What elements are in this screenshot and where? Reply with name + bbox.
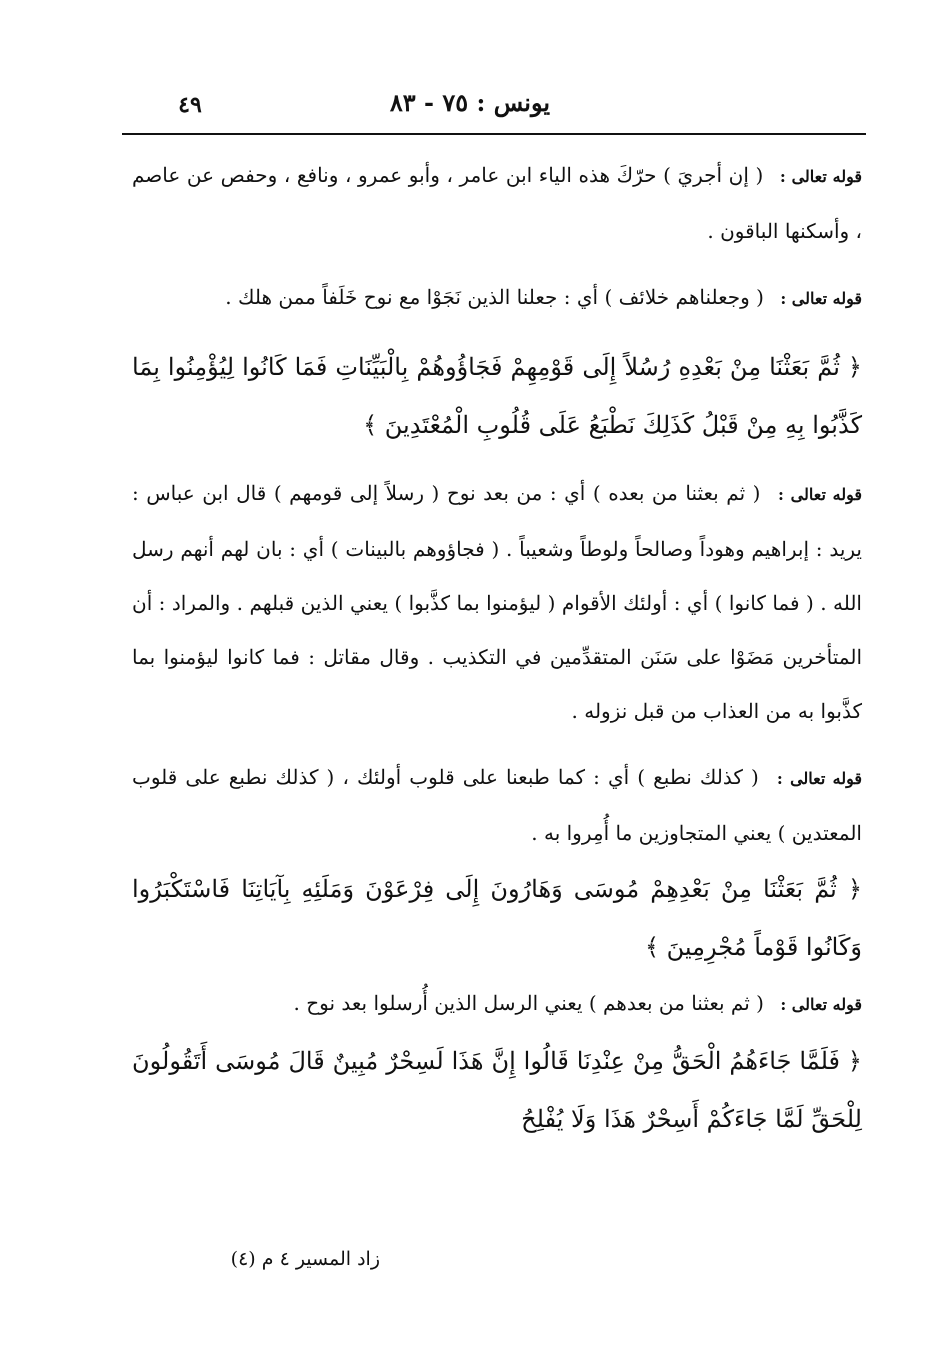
- body-text: [132, 148, 862, 1148]
- running-header-title: يونس : ٧٥ - ٨٣: [389, 88, 551, 117]
- commentary-paragraph: [132, 270, 862, 326]
- commentary-text: ( كذلك نطبع ) أي : كما طبعنا على قلوب أولئك ، ( كذلك نطبع على قلوب المعتدين ) يعني المتجاوزين ما أُمِروا به .: [132, 765, 862, 845]
- commentary-lead: قوله تعالى :: [779, 167, 863, 186]
- quran-verse: ﴿ ثُمَّ بَعَثْنَا مِنْ بَعْدِهِ رُسُلاً إِلَى قَوْمِهِمْ فَجَاؤُوهُمْ بِالْبَيِّنَاتِ فَمَا كَانُوا لِيُؤْمِنُوا بِمَا كَذَّبُوا بِهِ مِنْ قَبْلُ كَذَلِكَ نَطْبَعُ عَلَى قُلُوبِ الْمُعْتَدِينَ ﴾: [132, 353, 862, 439]
- quran-verse: ﴿ فَلَمَّا جَاءَهُمُ الْحَقُّ مِنْ عِنْدِنَا قَالُوا إِنَّ هَذَا لَسِحْرٌ مُبِينٌ قَالَ مُوسَى أَتَقُولُونَ لِلْحَقِّ لَمَّا جَاءَكُمْ أَسِحْرٌ هَذَا وَلَا يُفْلِحُ: [132, 1047, 862, 1133]
- page-number: ٤٩: [178, 92, 202, 118]
- commentary-text: ( ثم بعثنا من بعده ) أي : من بعد نوح ( رسلاً إلى قومهم ) قال ابن عباس : يريد : إبراهيم وهوداً وصالحاً ولوطاً وشعيباً . ( فجاؤوهم بالبينات ) أي : بان لهم أنهم رسل الله . ( فما كانوا ) أي : أولئك الأقوام ( ليؤمنوا بما كذَّبوا ) يعني الذين قبلهم . والمراد : أن المتأخرين مَضَوْا على سَنَن المتقدِّمين في التكذيب . وقال مقاتل : فما كانوا ليؤمنوا بما كذَّبوا به من العذاب من قبل نزوله .: [132, 481, 863, 723]
- commentary-paragraph: [132, 976, 862, 1032]
- commentary-paragraph: [132, 466, 862, 738]
- commentary-lead: قوله تعالى :: [778, 485, 862, 504]
- commentary-lead: قوله تعالى :: [780, 289, 862, 308]
- commentary-paragraph: [132, 750, 862, 860]
- header-rule: [122, 133, 866, 135]
- quran-verse: ﴿ ثُمَّ بَعَثْنَا مِنْ بَعْدِهِمْ مُوسَى وَهَارُونَ إِلَى فِرْعَوْنَ وَمَلَئِهِ بِآيَاتِنَا فَاسْتَكْبَرُوا وَكَانُوا قَوْماً مُجْرِمِينَ ﴾: [132, 875, 863, 961]
- footer-signature: زاد المسير ٤ م (٤): [230, 1248, 380, 1270]
- commentary-text: ( وجعلناهم خلائف ) أي : جعلنا الذين نَجَوْا مع نوح خَلَفاً ممن هلك .: [225, 285, 764, 309]
- commentary-lead: قوله تعالى :: [776, 769, 862, 788]
- commentary-lead: قوله تعالى :: [780, 995, 862, 1014]
- commentary-text: ( ثم بعثنا من بعدهم ) يعني الرسل الذين أُرسلوا بعد نوح .: [293, 991, 764, 1015]
- commentary-paragraph: [132, 148, 862, 258]
- commentary-text: ( إن أجريَ ) حرّكَ هذه الياء ابن عامر ، وأبو عمرو ، ونافع ، وحفص عن عاصم ، وأسكنها الباقون .: [132, 163, 862, 243]
